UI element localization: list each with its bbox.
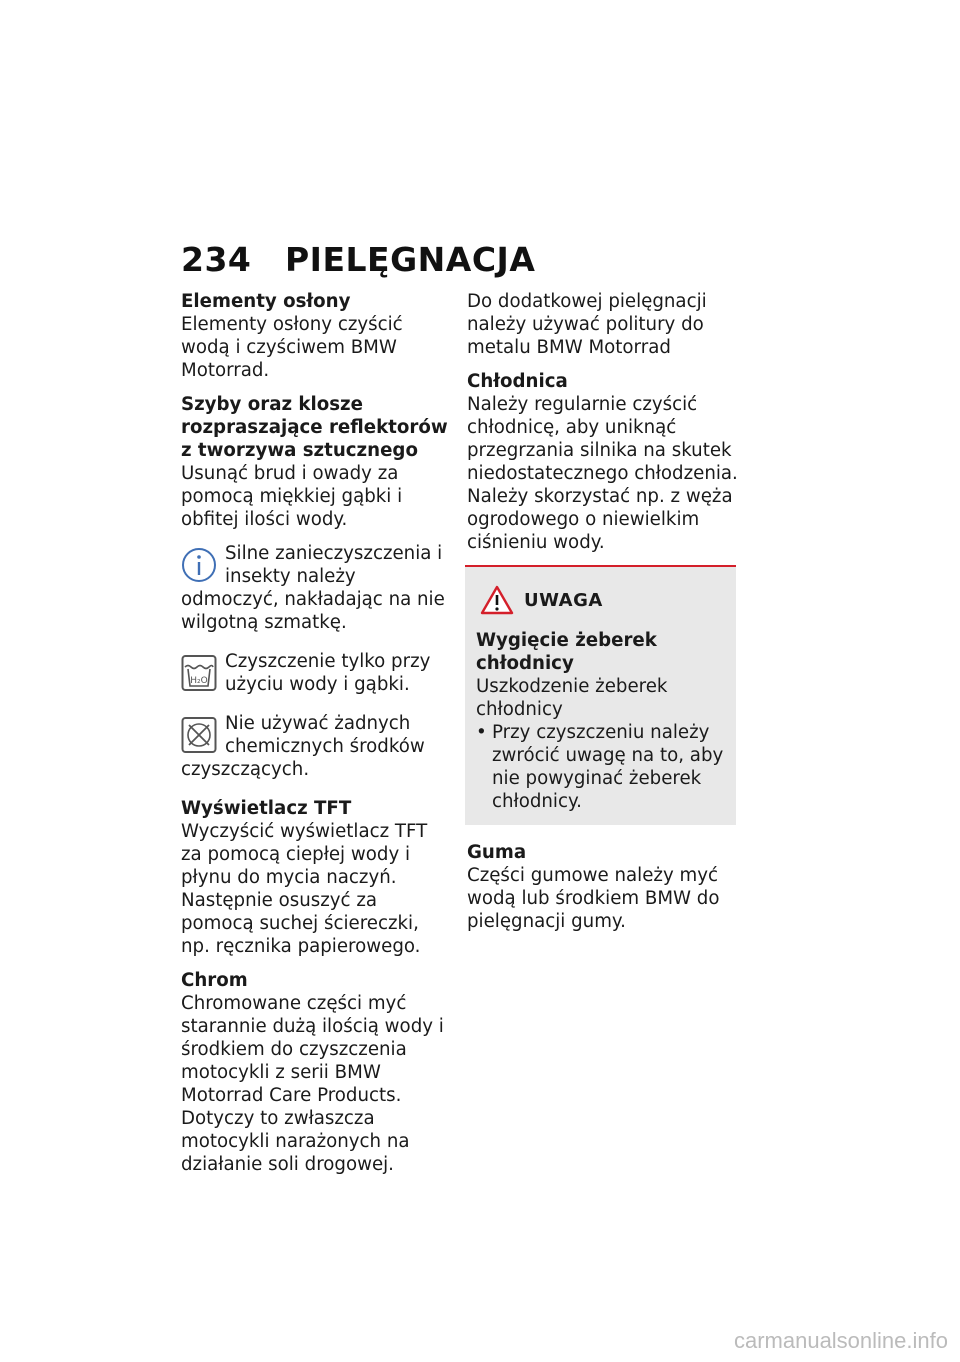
section-guma: [467, 841, 739, 933]
section-chlodnica: [467, 370, 739, 554]
warning-header: [476, 585, 726, 615]
warning-label: UWAGA: [524, 589, 603, 611]
section-intro: [467, 290, 739, 359]
section-heading: Elementy osłony: [181, 291, 351, 312]
page-title: PIELĘGNACJA: [285, 240, 536, 279]
no-chemicals-icon: [181, 716, 217, 754]
section-text: Do dodatkowej pielęgnacji należy używać politury do metalu BMW Motorrad: [467, 291, 707, 358]
section-text: Części gumowe należy myć wodą lub środkiem BMW do pielęgnacji gumy.: [467, 865, 720, 932]
left-column: [181, 290, 453, 1187]
note-water: [181, 650, 453, 696]
section-text: Wyczyścić wyświetlacz TFT za pomocą ciepłej wody i płynu do mycia naczyń. Następnie osuszyć za pomocą suchej ściereczki, np. ręcznika papierowego.: [181, 821, 428, 957]
section-chrom: [181, 969, 453, 1176]
right-column: [467, 290, 739, 944]
note-info: [181, 542, 453, 634]
section-heading: Guma: [467, 842, 527, 863]
note-text: Silne zanieczyszczenia i insekty należy odmoczyć, nakładając na nie wilgotną szmatkę.: [181, 543, 445, 633]
section-tft: [181, 797, 453, 958]
warning-text: Uszkodzenie żeberek chłodnicy: [476, 676, 668, 720]
section-szyby: [181, 393, 453, 531]
section-heading: Wyświetlacz TFT: [181, 798, 352, 819]
page-header: [181, 240, 535, 279]
warning-box: [465, 565, 736, 825]
note-text: Nie używać żadnych chemicznych środków czyszczących.: [181, 713, 425, 780]
section-text: Chromowane części myć starannie dużą ilością wody i środkiem do czyszczenia motocykli z serii BMW Motorrad Care Products. Dotyczy to zwłaszcza motocykli narażonych na działanie soli drogowej.: [181, 993, 444, 1175]
note-no-chemicals: [181, 712, 453, 781]
info-icon: [181, 546, 217, 584]
section-heading: Chłodnica: [467, 371, 568, 392]
water-icon-label: H₂O: [190, 676, 208, 686]
warning-bullet: • Przy czyszczeniu należy zwrócić uwagę na to, aby nie powyginać żeberek chłodnicy.: [476, 721, 726, 813]
watermark: carmanualsonline.info: [733, 1328, 948, 1353]
section-oslony: [181, 290, 453, 382]
warning-list: [476, 721, 726, 813]
section-heading: Chrom: [181, 970, 248, 991]
note-text: Czyszczenie tylko przy użyciu wody i gąbki.: [225, 651, 431, 695]
section-text: Usunąć brud i owady za pomocą miękkiej gąbki i obfitej ilości wody.: [181, 463, 403, 530]
warning-triangle-icon: [480, 585, 514, 615]
section-text: Należy skorzystać np. z węża ogrodowego o niewielkim ciśnieniu wody.: [467, 486, 733, 553]
section-text: Należy regularnie czyścić chłodnicę, aby uniknąć przegrzania silnika na skutek niedostatecznego chłodzenia.: [467, 394, 738, 484]
page-number: 234: [181, 240, 252, 279]
section-heading: Szyby oraz klosze rozpraszające reflektorów z tworzywa sztucznego: [181, 394, 448, 461]
water-only-icon: [181, 654, 217, 692]
warning-heading: Wygięcie żeberek chłodnicy: [476, 630, 657, 674]
section-text: Elementy osłony czyścić wodą i czyściwem BMW Motorrad.: [181, 314, 403, 381]
